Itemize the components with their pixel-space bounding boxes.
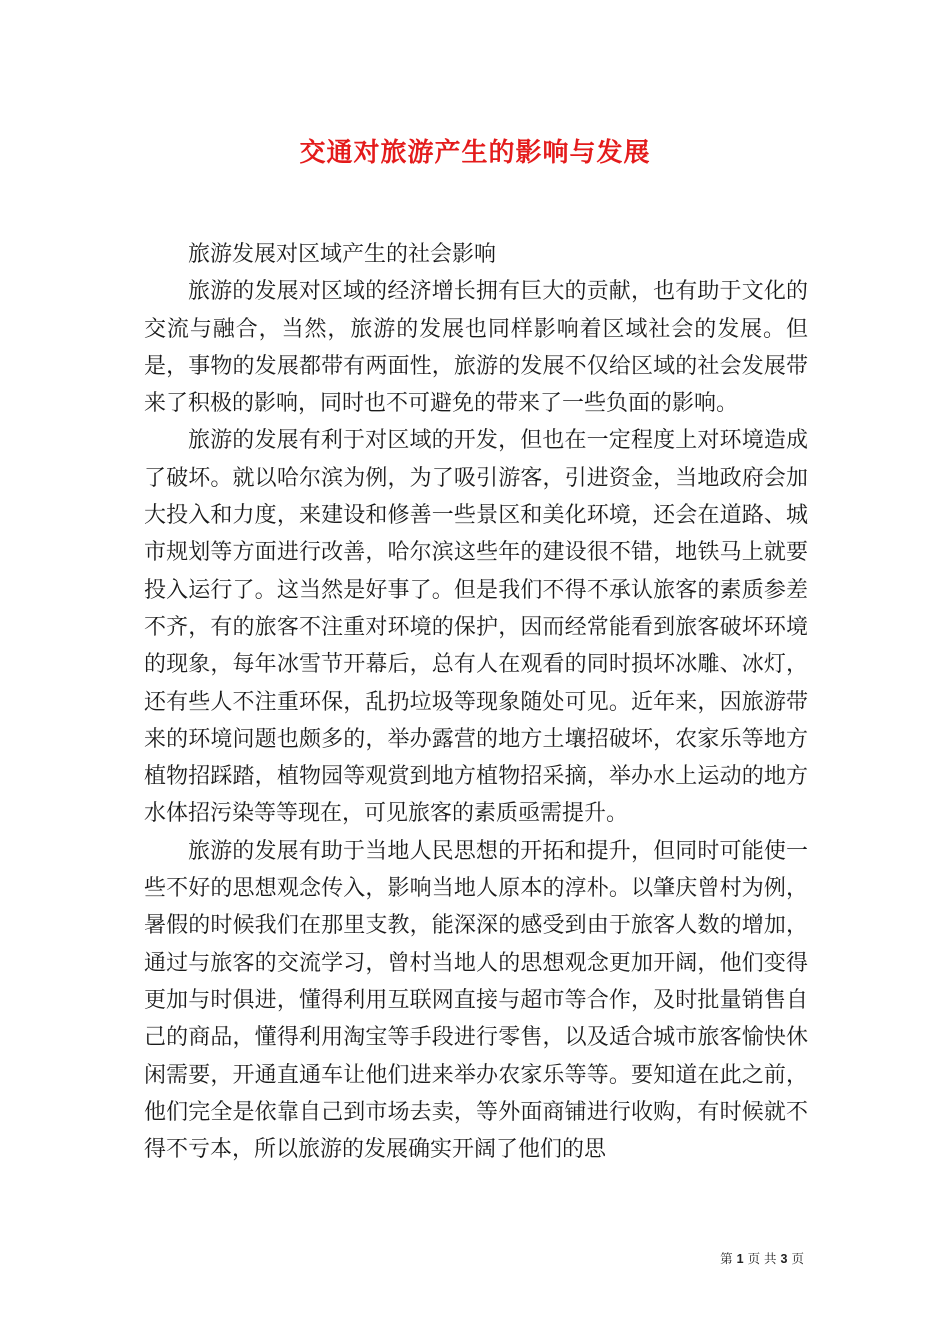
section-subheading: 旅游发展对区域产生的社会影响 bbox=[188, 242, 497, 267]
current-page-number: 1 bbox=[736, 1252, 744, 1266]
footer-middle: 页 共 bbox=[747, 1251, 777, 1266]
footer-prefix: 第 bbox=[720, 1251, 733, 1266]
document-title: 交通对旅游产生的影响与发展 bbox=[299, 138, 651, 168]
total-pages-number: 3 bbox=[780, 1252, 788, 1266]
document-body bbox=[144, 236, 808, 1168]
footer-suffix: 页 bbox=[791, 1251, 804, 1266]
body-paragraph-3: 旅游的发展有助于当地人民思想的开拓和提升，但同时可能使一些不好的思想观念传入，影响当地人原本的淳朴。以肇庆曾村为例，暑假的时候我们在那里支教，能深深的感受到由于旅客人数的增加，通过与旅客的交流学习，曾村当地人的思想观念更加开阔，他们变得更加与时俱进，懂得利用互联网直接与超市等合作，及时批量销售自己的商品，懂得利用淘宝等手段进行零售，以及适合城市旅客愉快休闲需要，开通直通车让他们进来举办农家乐等等。要知道在此之前，他们完全是依靠自己到市场去卖，等外面商铺进行收购，有时候就不得不亏本，所以旅游的发展确实开阔了他们的思 bbox=[144, 838, 808, 1163]
page-number-footer bbox=[720, 1249, 804, 1267]
body-paragraph-2: 旅游的发展有利于对区域的开发，但也在一定程度上对环境造成了破坏。就以哈尔滨为例，为了吸引游客，引进资金，当地政府会加大投入和力度，来建设和修善一些景区和美化环境，还会在道路、城市规划等方面进行改善，哈尔滨这些年的建设很不错，地铁马上就要投入运行了。这当然是好事了。但是我们不得不承认旅客的素质参差不齐，有的旅客不注重对环境的保护，因而经常能看到旅客破坏环境的现象，每年冰雪节开幕后，总有人在观看的同时损坏冰雕、冰灯，还有些人不注重环保，乱扔垃圾等现象随处可见。近年来，因旅游带来的环境问题也颇多的，举办露营的地方土壤招破坏，农家乐等地方植物招踩踏，植物园等观赏到地方植物招采摘，举办水上运动的地方水体招污染等等现在，可见旅客的素质亟需提升。 bbox=[144, 428, 808, 827]
body-paragraph-1: 旅游的发展对区域的经济增长拥有巨大的贡献，也有助于文化的交流与融合，当然，旅游的发展也同样影响着区域社会的发展。但是，事物的发展都带有两面性，旅游的发展不仅给区域的社会发展带来了积极的影响，同时也不可避免的带来了一些负面的影响。 bbox=[144, 279, 808, 417]
